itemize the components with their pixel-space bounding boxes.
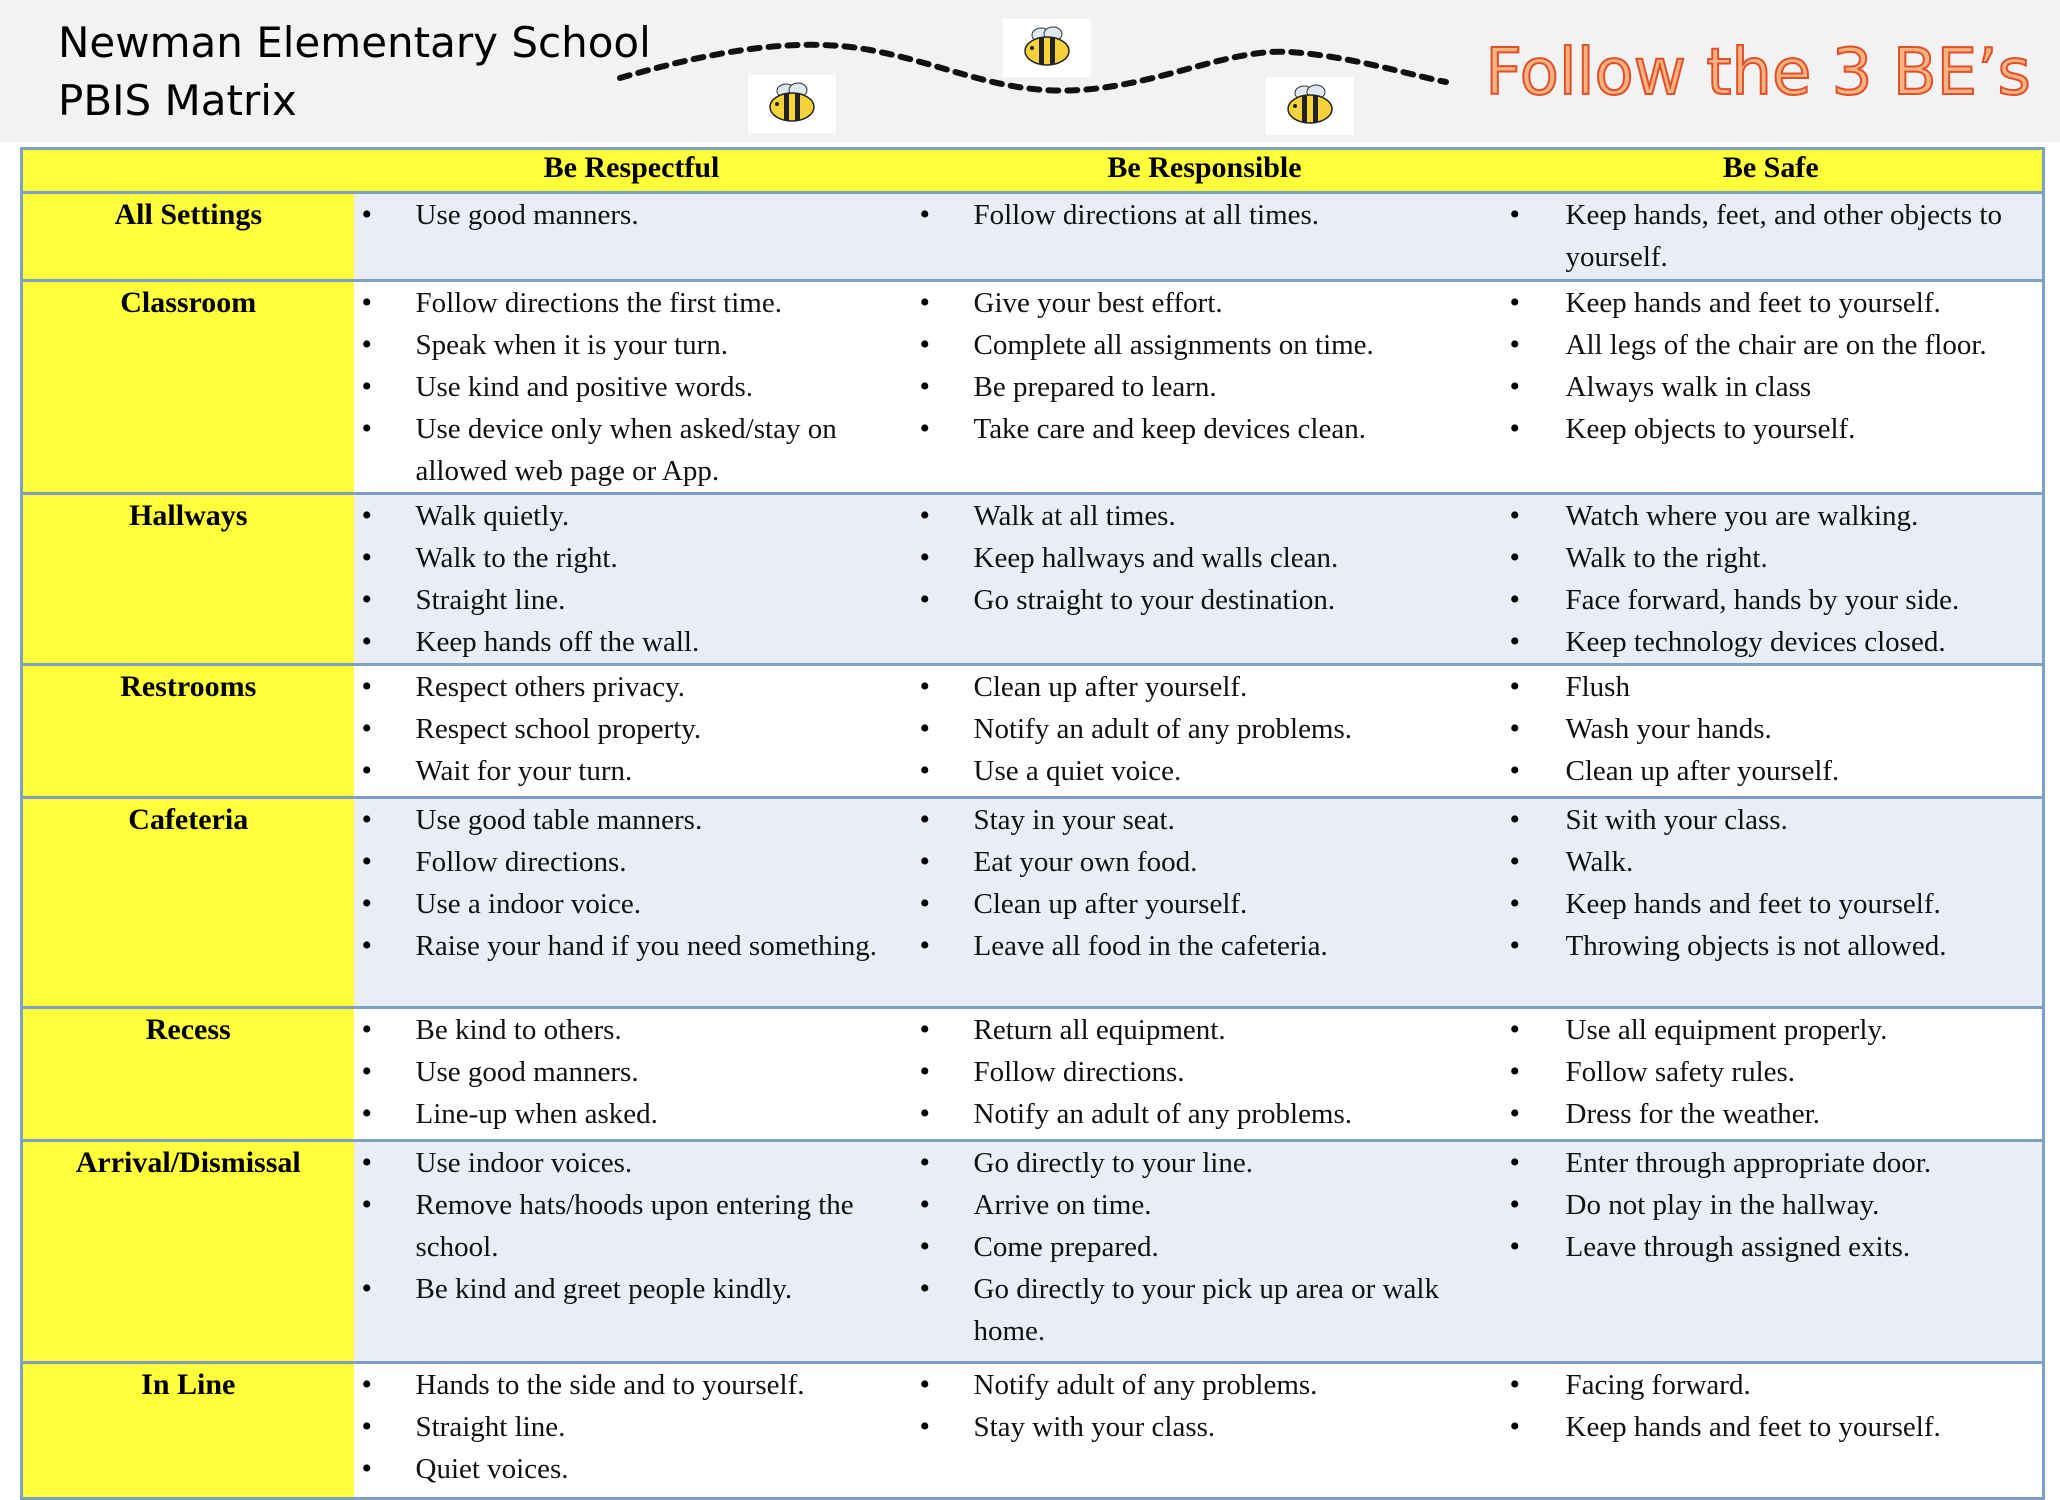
expectation-cell-safe: [1500, 1141, 2044, 1363]
expectation-list: [910, 194, 1500, 236]
expectation-list: [910, 282, 1500, 450]
list-item: • Notify an adult of any problems.: [910, 708, 1500, 750]
list-item: • Always walk in class: [1500, 366, 2043, 408]
table-header-row: [22, 149, 2044, 193]
expectation-cell-safe: [1500, 1363, 2044, 1499]
expectation-list: [1500, 194, 2043, 278]
expectation-cell-safe: [1500, 494, 2044, 665]
expectation-cell-safe: [1500, 193, 2044, 281]
expectation-cell-safe: [1500, 281, 2044, 494]
list-item: • Keep hands, feet, and other objects to yourself.: [1500, 194, 2043, 278]
list-item: • Come prepared.: [910, 1226, 1500, 1268]
expectation-list: [1500, 799, 2043, 967]
table-row: [22, 1008, 2044, 1141]
list-item: • Walk.: [1500, 841, 2043, 883]
expectation-list: [354, 194, 910, 236]
list-item: • Give your best effort.: [910, 282, 1500, 324]
expectation-list: [1500, 1009, 2043, 1135]
list-item: • Go straight to your destination.: [910, 579, 1500, 621]
corner-cell: [22, 149, 354, 193]
row-setting-label: All Settings: [22, 193, 354, 281]
expectation-cell-responsible: [910, 494, 1500, 665]
expectation-cell-respectful: [354, 193, 910, 281]
list-item: • Facing forward.: [1500, 1364, 2043, 1406]
list-item: • Keep hands and feet to yourself.: [1500, 883, 2043, 925]
table-row: [22, 665, 2044, 798]
column-header-respectful: Be Respectful: [354, 149, 910, 193]
list-item: • Keep technology devices closed.: [1500, 621, 2043, 663]
expectation-list: [910, 1009, 1500, 1135]
expectation-cell-responsible: [910, 1008, 1500, 1141]
list-item: • Clean up after yourself.: [1500, 750, 2043, 792]
list-item: • Return all equipment.: [910, 1009, 1500, 1051]
expectation-list: [910, 666, 1500, 792]
list-item: • Watch where you are walking.: [1500, 495, 2043, 537]
list-item: • Dress for the weather.: [1500, 1093, 2043, 1135]
list-item: • Do not play in the hallway.: [1500, 1184, 2043, 1226]
expectation-list: [354, 282, 910, 492]
table-row: [22, 281, 2044, 494]
list-item: • Eat your own food.: [910, 841, 1500, 883]
list-item: • Keep hands and feet to yourself.: [1500, 282, 2043, 324]
expectation-list: [1500, 666, 2043, 792]
list-item: • Use good manners.: [354, 194, 910, 236]
list-item: • Raise your hand if you need something.: [354, 925, 910, 967]
expectation-cell-respectful: [354, 1363, 910, 1499]
list-item: • Follow directions.: [910, 1051, 1500, 1093]
table-row: [22, 1363, 2044, 1499]
row-setting-label: Classroom: [22, 281, 354, 494]
list-item: • Use good table manners.: [354, 799, 910, 841]
list-item: • Use a indoor voice.: [354, 883, 910, 925]
list-item: • Throwing objects is not allowed.: [1500, 925, 2043, 967]
expectation-list: [1500, 282, 2043, 450]
list-item: • Speak when it is your turn.: [354, 324, 910, 366]
row-setting-label: Recess: [22, 1008, 354, 1141]
list-item: • Keep hallways and walls clean.: [910, 537, 1500, 579]
list-item: • Enter through appropriate door.: [1500, 1142, 2043, 1184]
expectation-cell-safe: [1500, 1008, 2044, 1141]
expectation-list: [1500, 1364, 2043, 1448]
list-item: • Face forward, hands by your side.: [1500, 579, 2043, 621]
list-item: • Straight line.: [354, 1406, 910, 1448]
row-setting-label: Hallways: [22, 494, 354, 665]
row-setting-label: In Line: [22, 1363, 354, 1499]
table-row: [22, 193, 2044, 281]
expectation-cell-respectful: [354, 281, 910, 494]
expectation-cell-responsible: [910, 665, 1500, 798]
table-row: [22, 798, 2044, 1008]
list-item: • Stay with your class.: [910, 1406, 1500, 1448]
list-item: • Use indoor voices.: [354, 1142, 910, 1184]
list-item: • Use all equipment properly.: [1500, 1009, 2043, 1051]
list-item: • Wash your hands.: [1500, 708, 2043, 750]
expectation-list: [354, 1009, 910, 1135]
list-item: • Keep hands off the wall.: [354, 621, 910, 663]
list-item: • Follow directions at all times.: [910, 194, 1500, 236]
list-item: • Walk quietly.: [354, 495, 910, 537]
list-item: • Use device only when asked/stay on allowed web page or App.: [354, 408, 910, 492]
list-item: • Hands to the side and to yourself.: [354, 1364, 910, 1406]
list-item: • Walk to the right.: [1500, 537, 2043, 579]
list-item: • Notify adult of any problems.: [910, 1364, 1500, 1406]
list-item: • Sit with your class.: [1500, 799, 2043, 841]
list-item: • Notify an adult of any problems.: [910, 1093, 1500, 1135]
expectation-list: [354, 666, 910, 792]
list-item: • Complete all assignments on time.: [910, 324, 1500, 366]
list-item: • Follow directions.: [354, 841, 910, 883]
expectation-list: [354, 495, 910, 663]
tagline: Follow the 3 BE’s: [1485, 36, 2031, 110]
expectation-list: [910, 1364, 1500, 1448]
table-row: [22, 494, 2044, 665]
list-item: • Clean up after yourself.: [910, 666, 1500, 708]
expectation-list: [910, 1142, 1500, 1352]
list-item: • Use kind and positive words.: [354, 366, 910, 408]
list-item: • Follow safety rules.: [1500, 1051, 2043, 1093]
list-item: • Wait for your turn.: [354, 750, 910, 792]
expectation-list: [910, 495, 1500, 621]
list-item: • Leave through assigned exits.: [1500, 1226, 2043, 1268]
expectation-cell-respectful: [354, 665, 910, 798]
list-item: • Respect school property.: [354, 708, 910, 750]
list-item: • Keep hands and feet to yourself.: [1500, 1406, 2043, 1448]
expectation-cell-respectful: [354, 1008, 910, 1141]
list-item: • Follow directions the first time.: [354, 282, 910, 324]
row-setting-label: Restrooms: [22, 665, 354, 798]
expectation-cell-respectful: [354, 798, 910, 1008]
expectation-cell-respectful: [354, 494, 910, 665]
page-header: [0, 0, 2060, 142]
expectation-cell-responsible: [910, 1141, 1500, 1363]
school-name: Newman Elementary School: [58, 18, 651, 67]
list-item: • Go directly to your line.: [910, 1142, 1500, 1184]
expectation-cell-responsible: [910, 193, 1500, 281]
expectation-cell-responsible: [910, 1363, 1500, 1499]
list-item: • Flush: [1500, 666, 2043, 708]
expectation-list: [1500, 1142, 2043, 1268]
column-header-responsible: Be Responsible: [910, 149, 1500, 193]
expectation-cell-safe: [1500, 798, 2044, 1008]
list-item: • Line-up when asked.: [354, 1093, 910, 1135]
list-item: • Straight line.: [354, 579, 910, 621]
expectation-cell-respectful: [354, 1141, 910, 1363]
column-header-safe: Be Safe: [1500, 149, 2044, 193]
list-item: • Leave all food in the cafeteria.: [910, 925, 1500, 967]
list-item: • Be kind and greet people kindly.: [354, 1268, 910, 1310]
bee-icon: [1266, 77, 1354, 135]
list-item: • Use a quiet voice.: [910, 750, 1500, 792]
list-item: • Keep objects to yourself.: [1500, 408, 2043, 450]
list-item: • Walk at all times.: [910, 495, 1500, 537]
list-item: • Go directly to your pick up area or walk home.: [910, 1268, 1500, 1352]
list-item: • Take care and keep devices clean.: [910, 408, 1500, 450]
row-setting-label: Cafeteria: [22, 798, 354, 1008]
list-item: • Be kind to others.: [354, 1009, 910, 1051]
expectation-cell-responsible: [910, 281, 1500, 494]
expectation-list: [354, 799, 910, 967]
list-item: • Quiet voices.: [354, 1448, 910, 1490]
list-item: • Use good manners.: [354, 1051, 910, 1093]
matrix-subtitle: PBIS Matrix: [58, 76, 297, 125]
expectation-list: [354, 1364, 910, 1490]
expectation-list: [910, 799, 1500, 967]
list-item: • All legs of the chair are on the floor.: [1500, 324, 2043, 366]
expectation-cell-safe: [1500, 665, 2044, 798]
bee-icon: [1003, 19, 1091, 77]
list-item: • Be prepared to learn.: [910, 366, 1500, 408]
expectation-cell-responsible: [910, 798, 1500, 1008]
list-item: • Clean up after yourself.: [910, 883, 1500, 925]
list-item: • Walk to the right.: [354, 537, 910, 579]
table-row: [22, 1141, 2044, 1363]
list-item: • Arrive on time.: [910, 1184, 1500, 1226]
list-item: • Remove hats/hoods upon entering the school.: [354, 1184, 910, 1268]
row-setting-label: Arrival/Dismissal: [22, 1141, 354, 1363]
pbis-matrix-table: [20, 147, 2045, 1500]
list-item: • Stay in your seat.: [910, 799, 1500, 841]
bee-icon: [748, 75, 836, 133]
list-item: • Respect others privacy.: [354, 666, 910, 708]
expectation-list: [354, 1142, 910, 1310]
expectation-list: [1500, 495, 2043, 663]
